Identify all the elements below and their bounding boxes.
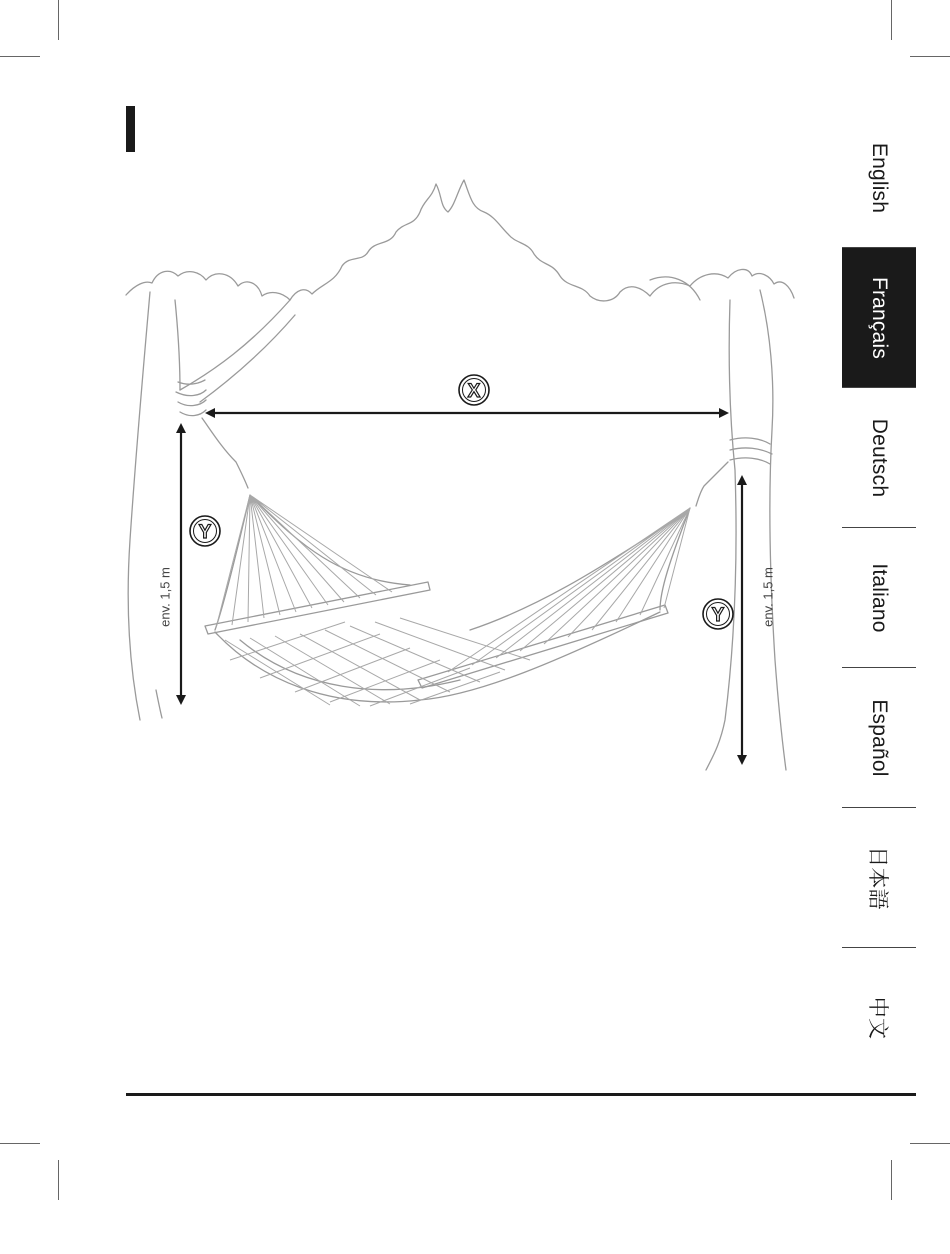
left-tree [128,292,150,720]
svg-text:X: X [467,381,481,402]
tab-label: Deutsch [868,418,891,497]
tab-espanol[interactable] [842,668,916,808]
right-height-label: env. 1,5 m [760,567,776,627]
tab-italiano[interactable] [842,528,916,668]
language-tabs [842,108,916,1088]
bottom-rule [126,1093,916,1096]
marker-y-circle-right [703,599,733,629]
tab-deutsch[interactable] [842,388,916,528]
tree-canopy [126,180,794,301]
tab-label: Français [868,276,891,359]
svg-text:Y: Y [711,605,725,626]
left-height-label: env. 1,5 m [157,567,173,627]
tab-label: Italiano [868,562,891,633]
tab-label: Español [868,698,891,777]
tab-label: 日本語 [866,845,889,910]
tab-label: English [868,142,891,213]
tab-francais[interactable] [842,248,916,388]
right-tree [706,300,736,770]
tab-english[interactable] [842,108,916,248]
marker-x-circle [459,375,489,405]
marker-y-circle-left [190,516,220,546]
tab-chinese[interactable] [842,948,916,1088]
tab-japanese[interactable] [842,808,916,948]
spreader-bar-right [418,605,668,688]
svg-text:Y: Y [198,522,212,543]
tab-label: 中文 [866,996,889,1040]
